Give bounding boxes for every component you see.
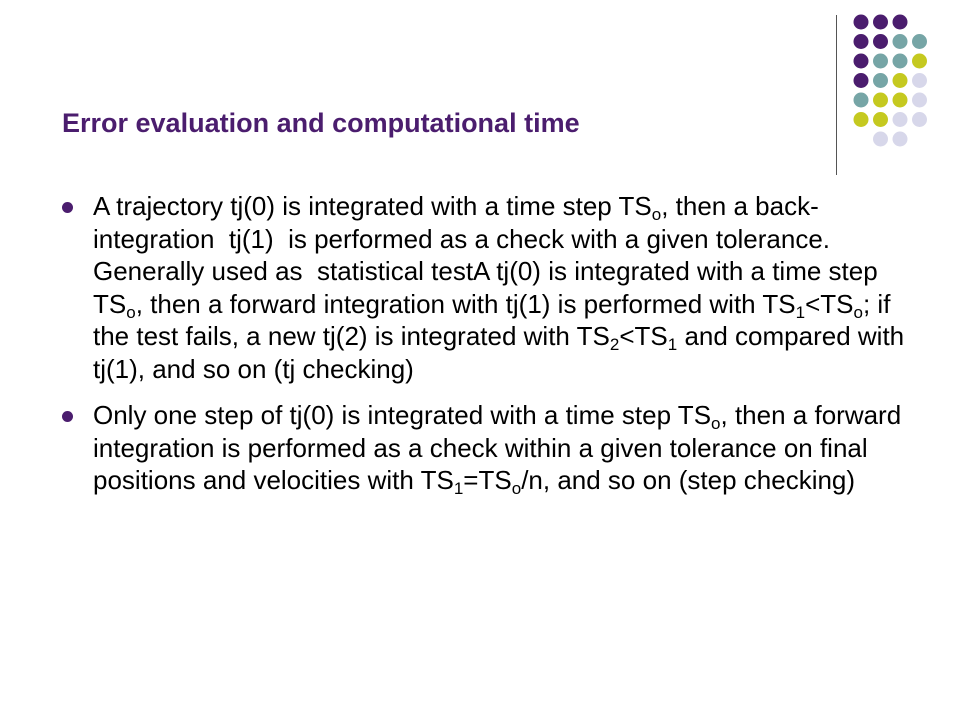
decorative-dot bbox=[893, 15, 908, 30]
text-run: ; if the test fails, a new tj(2) is integrated with TS bbox=[93, 288, 898, 351]
bullet-text bbox=[93, 191, 911, 384]
decorative-dot bbox=[912, 73, 927, 88]
decorative-dot bbox=[854, 93, 869, 108]
bullet-icon bbox=[62, 202, 73, 213]
subscript: o bbox=[651, 205, 662, 224]
decorative-dot bbox=[873, 15, 888, 30]
subscript: o bbox=[126, 302, 136, 322]
subscript: 2 bbox=[609, 335, 620, 354]
text-run: and compared with tj(1), and so on (tj checking) bbox=[93, 321, 912, 384]
text-run: /n, and so on (step checking) bbox=[521, 465, 856, 495]
text-run: <TS bbox=[619, 321, 668, 351]
text-run: Only one step of tj(0) is integrated with a time step TS bbox=[93, 400, 712, 430]
text-run: , then a forward integration is performed as a check within a given tolerance on final positions and velocities with TS bbox=[93, 400, 909, 495]
decorative-dot bbox=[854, 34, 869, 49]
subscript: o bbox=[853, 302, 863, 322]
subscript: 1 bbox=[795, 302, 806, 322]
bullet-text bbox=[93, 400, 909, 498]
slide-title: Error evaluation and computational time bbox=[62, 108, 580, 138]
vertical-divider bbox=[836, 15, 837, 175]
decorative-dot bbox=[873, 34, 888, 49]
decorative-dot bbox=[893, 54, 908, 69]
decorative-dot bbox=[912, 34, 927, 49]
text-run: <TS bbox=[805, 288, 854, 319]
bullet-item bbox=[56, 399, 916, 497]
text-run: A trajectory tj(0) is integrated with a time step TS bbox=[93, 191, 652, 221]
decorative-dot bbox=[893, 73, 908, 88]
decorative-dot bbox=[873, 93, 888, 108]
subscript: 1 bbox=[667, 335, 678, 354]
decorative-dot bbox=[912, 112, 927, 127]
decorative-dot bbox=[854, 112, 869, 127]
bullet-item bbox=[56, 190, 916, 385]
subscript: 1 bbox=[453, 479, 464, 498]
subscript: o bbox=[511, 479, 522, 498]
decorative-dot bbox=[893, 34, 908, 49]
bullet-list bbox=[56, 190, 916, 511]
decorative-dot bbox=[912, 54, 927, 69]
decorative-dot bbox=[912, 93, 927, 108]
subscript: o bbox=[711, 414, 721, 433]
dot-grid-decoration bbox=[0, 0, 960, 200]
bullet-icon bbox=[62, 411, 73, 422]
text-run: , then a forward integration with tj(1) is performed with TS bbox=[135, 288, 796, 319]
decorative-dot bbox=[873, 112, 888, 127]
decorative-dot bbox=[873, 54, 888, 69]
decorative-dot bbox=[893, 112, 908, 127]
decorative-dot bbox=[854, 15, 869, 30]
text-run: =TS bbox=[463, 465, 512, 495]
decorative-dot bbox=[893, 93, 908, 108]
decorative-dot bbox=[873, 73, 888, 88]
decorative-dot bbox=[854, 54, 869, 69]
decorative-dot bbox=[893, 132, 908, 147]
text-run: , then a back-integration tj(1) is performed as a check with a given tolerance. Generally used as statistical testA tj(0) is integrated with a time step TS bbox=[93, 191, 885, 319]
decorative-dot bbox=[854, 73, 869, 88]
decorative-dot bbox=[873, 132, 888, 147]
